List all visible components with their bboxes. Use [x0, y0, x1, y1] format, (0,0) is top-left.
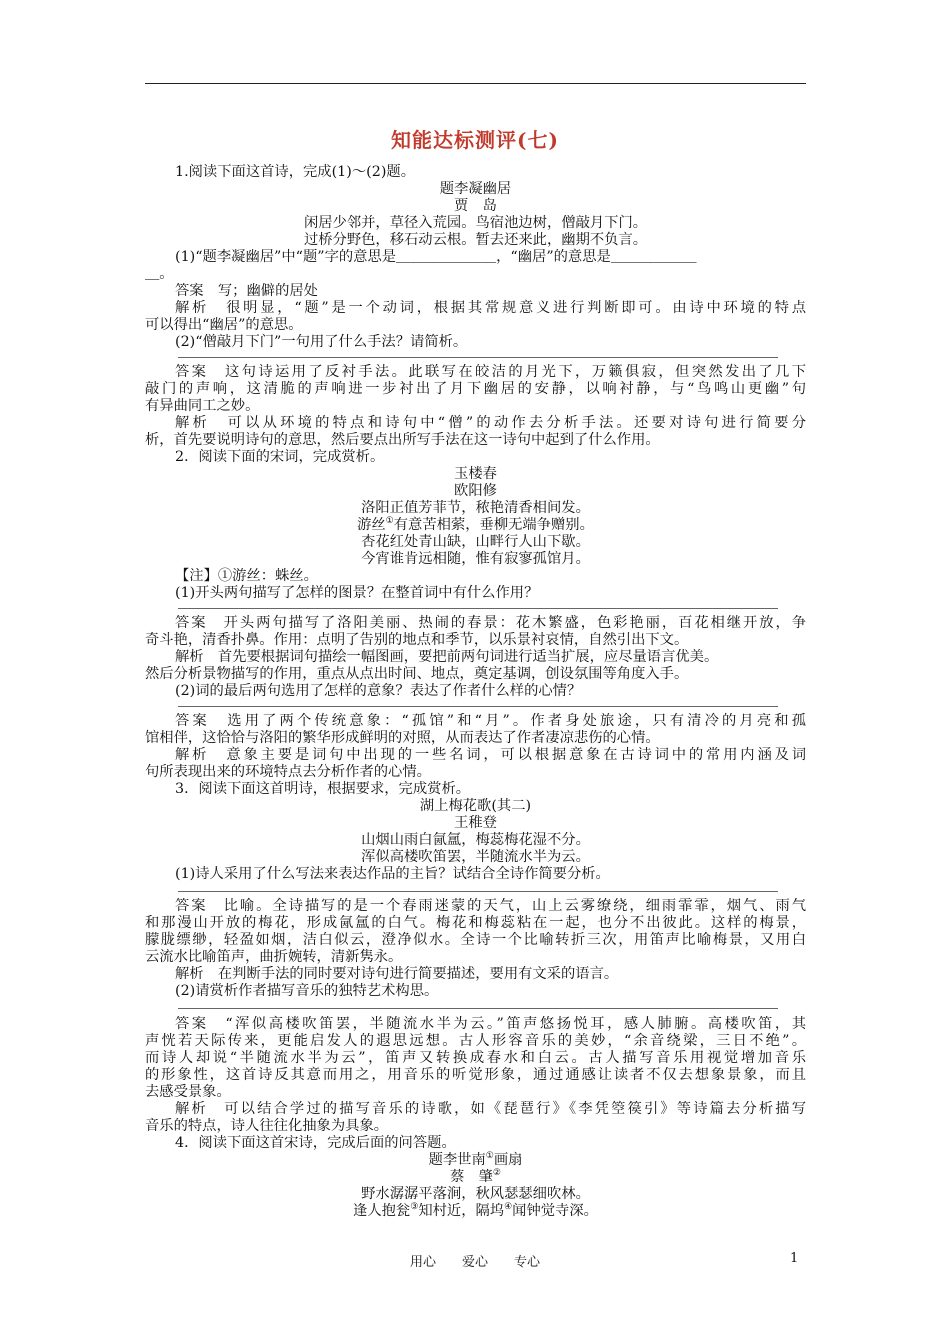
text-line: 野水潺潺平落涧，秋风瑟瑟细吹林。: [361, 1186, 590, 1202]
text-line: 去感受景象。: [145, 1084, 231, 1100]
text-line: 和那漫山开放的梅花，形成氤氲的白气。梅花和梅蕊粘在一起，也分不出彼此。这样的梅景，: [145, 915, 806, 931]
text-line: 解析 在判断手法的同时要对诗句进行简要描述，要用有文采的语言。: [175, 966, 619, 982]
answer-line: [178, 608, 778, 609]
text-line: 解析 首先要根据词句描绘一幅图画，要把前两句词进行适当扩展，应尽量语言优美。: [175, 649, 719, 665]
text-line: 答案 这句诗运用了反衬手法。此联写在皎洁的月光下，万籁俱寂，但突然发出了几下: [175, 364, 806, 380]
text-line: 玉楼春: [454, 466, 497, 482]
text-line: 3．阅读下面这首明诗，根据要求，完成赏析。: [175, 781, 471, 797]
answer-line: [178, 357, 778, 358]
text-line: 馆相伴，这恰恰与洛阳的繁华形成鲜明的对照，从而表达了作者凄凉悲伤的心情。: [145, 730, 660, 746]
text-line: 奇斗艳，清香扑鼻。作用：点明了告别的地点和季节，以乐景衬哀情，自然引出下文。: [145, 632, 689, 648]
text-line: 答案 写；幽僻的居处: [175, 283, 318, 299]
text-line: 闲居少邻并，草径入荒园。鸟宿池边树，僧敲月下门。: [303, 215, 648, 231]
text-line: 洛阳正值芳菲节，秾艳清香相间发。: [361, 500, 590, 516]
text-line: 答案 比喻。全诗描写的是一个春雨迷蒙的天气，山上云雾缭绕，细雨霏霏，烟气、雨气: [175, 898, 806, 914]
text-line: 王稚登: [454, 815, 497, 831]
text-line: 朦胧缥缈，轻盈如烟，洁白似云，澄净似水。全诗一个比喻转折三次，用笛声比喻梅景，又用白: [145, 932, 806, 948]
text-line: 答案 选用了两个传统意象：“孤馆”和“月”。作者身处旅途，只有清冷的月亮和孤: [175, 713, 806, 729]
text-line: 句所表现出来的环境特点去分析作者的心情。: [145, 764, 431, 780]
text-line: 声恍若天际传来，更能启发人的遐思远想。古人形容音乐的美妙，“余音绕梁，三日不绝”。: [145, 1033, 806, 1049]
header-rule: [145, 83, 806, 84]
text-line: 游丝①有意苦相萦，垂柳无端争赠别。: [357, 516, 594, 533]
text-line: 2．阅读下面的宋词，完成赏析。: [175, 449, 385, 465]
answer-line: [178, 1008, 778, 1009]
text-line: 欧阳修: [454, 483, 497, 499]
text-line: (1)开头两句描写了怎样的图景？在整首词中有什么作用？: [175, 585, 539, 601]
text-line: 蔡 肇②: [450, 1168, 501, 1185]
text-line: 可以得出“幽居”的意思。: [145, 317, 303, 333]
answer-line: [178, 706, 778, 707]
text-line: (2)请赏析作者描写音乐的独特艺术构思。: [175, 983, 439, 999]
text-line: (1)“题李凝幽居”中“题”字的意思是＿＿＿＿＿＿＿，“幽居”的意思是＿＿＿＿＿＿: [175, 249, 697, 265]
text-line: 析，首先要说明诗句的意思，然后要点出所写手法在这一诗句中起到了什么作用。: [145, 432, 660, 448]
text-line: 而诗人却说“半随流水半为云”，笛声又转换成春水和白云。古人描写音乐用视觉增加音乐: [145, 1050, 806, 1066]
text-line: 解析 意象主要是词句中出现的一些名词，可以根据意象在古诗词中的常用内涵及词: [175, 747, 806, 763]
text-line: 解析 可以从环境的特点和诗句中“僧”的动作去分析手法。还要对诗句进行简要分: [175, 415, 806, 431]
page-title: 知能达标测评(七): [391, 128, 559, 152]
text-line: 解析 可以结合学过的描写音乐的诗歌，如《琵琶行》《李凭箜篌引》等诗篇去分析描写: [175, 1101, 806, 1117]
text-line: 【注】①游丝：蛛丝。: [175, 568, 318, 584]
text-line: 逢人抱瓮③知村近，隔坞④闻钟觉寺深。: [353, 1202, 598, 1219]
text-line: 题李世南①画扇: [428, 1151, 523, 1168]
text-line: 今宵谁肯远相随，惟有寂寥孤馆月。: [361, 551, 590, 567]
page-number: 1: [790, 1251, 799, 1266]
text-line: 贾 岛: [454, 198, 497, 214]
text-line: 云流水比喻笛声，曲折婉转，清新隽永。: [145, 949, 403, 965]
text-line: (2)词的最后两句选用了怎样的意象？表达了作者什么样的心情？: [175, 683, 582, 699]
text-line: 杏花红处青山缺，山畔行人山下歇。: [361, 534, 590, 550]
text-line: 题李凝幽居: [439, 181, 512, 197]
text-line: 浑似高楼吹笛罢，半随流水半为云。: [361, 849, 590, 865]
text-line: 答案 开头两句描写了洛阳美丽、热闹的春景：花木繁盛，色彩艳丽，百花相继开放，争: [175, 615, 806, 631]
text-line: 解析 很明显，“题”是一个动词，根据其常规意义进行判断即可。由诗中环境的特点: [175, 300, 806, 316]
text-line: (2)“僧敲月下门”一句用了什么手法？请简析。: [175, 334, 468, 350]
page-footer: 用心 爱心 专心: [409, 1255, 540, 1270]
text-line: 湖上梅花歌(其二): [419, 798, 532, 814]
text-line: 4．阅读下面这首宋诗，完成后面的问答题。: [175, 1135, 456, 1151]
text-line: 敲门的声响，这清脆的声响进一步衬出了月下幽居的安静，以响衬静，与“鸟鸣山更幽”句: [145, 381, 806, 397]
text-line: 音乐的特点，诗人往往化抽象为具象。: [145, 1118, 389, 1134]
answer-line: [178, 891, 778, 892]
text-line: 有异曲同工之妙。: [145, 398, 260, 414]
text-line: 1.阅读下面这首诗，完成(1)～(2)题。: [175, 164, 416, 180]
text-line: 山烟山雨白氤氲，梅蕊梅花湿不分。: [361, 832, 590, 848]
text-line: 然后分析景物描写的作用，重点从点出时间、地点，奠定基调，创设氛围等角度入手。: [145, 666, 689, 682]
text-line: ＿。: [145, 266, 174, 282]
text-line: 的形象性，这首诗反其意而用之，用音乐的听觉形象，通过通感让读者不仅去想象景象，而且: [145, 1067, 806, 1083]
text-line: 答案 “浑似高楼吹笛罢，半随流水半为云。”笛声悠扬悦耳，感人肺腑。高楼吹笛，其: [175, 1016, 806, 1032]
text-line: (1)诗人采用了什么写法来表达作品的主旨？试结合全诗作简要分析。: [175, 866, 610, 882]
text-line: 过桥分野色，移石动云根。暂去还来此，幽期不负言。: [303, 232, 648, 248]
